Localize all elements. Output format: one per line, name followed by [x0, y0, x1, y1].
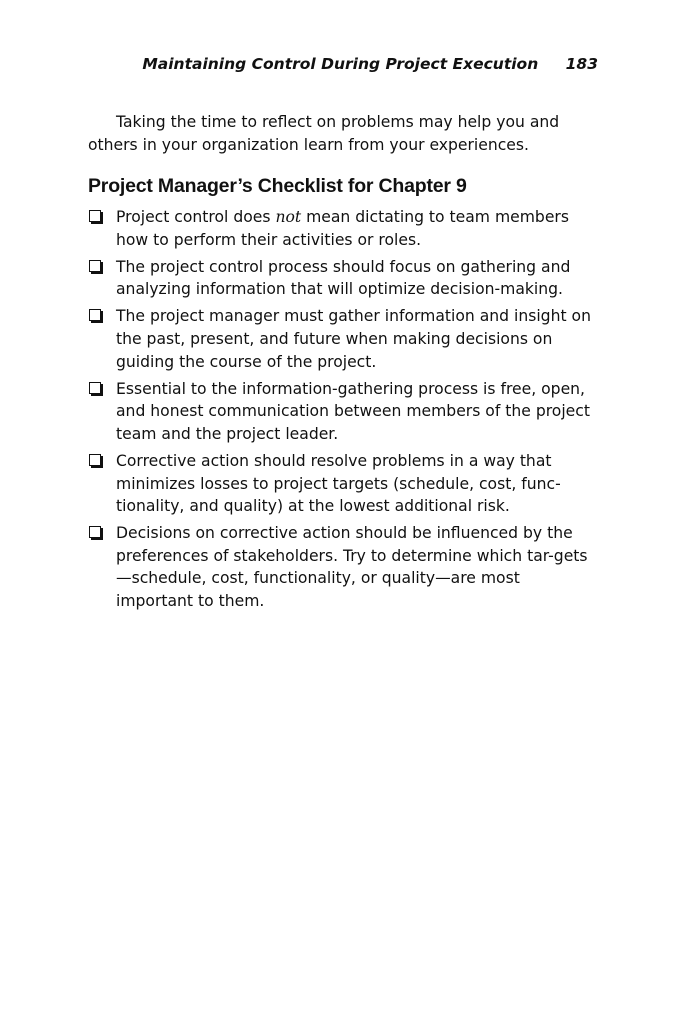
section-heading: Project Manager’s Checklist for Chapter 9 — [88, 175, 467, 197]
running-title: Maintaining Control During Project Execution — [142, 55, 539, 73]
checklist-item — [88, 305, 598, 373]
running-head — [88, 53, 598, 75]
checklist-item — [88, 206, 598, 251]
checklist-item-text: Decisions on corrective action should be influenced by the preferences of stakeholders. Try to determine which tar-gets—schedule, cost, functionality, or quality—are most important to them. — [116, 524, 588, 610]
checklist-item-text-start: Project control does — [116, 208, 276, 226]
checklist-item — [88, 378, 598, 446]
checklist-item-text: Corrective action should resolve problems in a way that minimizes losses to project targets (schedule, cost, func-tionality, and quality) at the lowest additional risk. — [116, 451, 561, 516]
checklist-item-text: The project manager must gather information and insight on the past, present, and future when making decisions on guiding the course of the project. — [116, 307, 591, 371]
checklist-item — [88, 522, 598, 612]
checklist-item — [88, 256, 598, 301]
checkbox-icon — [89, 210, 101, 222]
page-number: 183 — [565, 55, 598, 73]
checklist-item-text: The project control process should focus on gathering and analyzing information that will optimize decision-making. — [116, 257, 571, 299]
checklist-item-text — [116, 208, 569, 249]
intro-paragraph: Taking the time to reflect on problems may help you and others in your organization learn from your experiences. — [88, 113, 560, 154]
checkbox-icon — [89, 526, 101, 538]
checklist-item-emphasis: not — [275, 208, 302, 226]
checklist-item-text-end: mean dictating to team members how to perform their activities or roles. — [116, 208, 569, 249]
checkbox-icon — [89, 382, 101, 394]
checkbox-icon — [89, 454, 101, 466]
checklist — [88, 206, 598, 617]
checklist-item-text: Essential to the information-gathering process is free, open, and honest communication between members of the project team and the project leader. — [116, 379, 590, 443]
checkbox-icon — [89, 309, 101, 321]
checklist-item — [88, 450, 598, 518]
checkbox-icon — [89, 260, 101, 272]
